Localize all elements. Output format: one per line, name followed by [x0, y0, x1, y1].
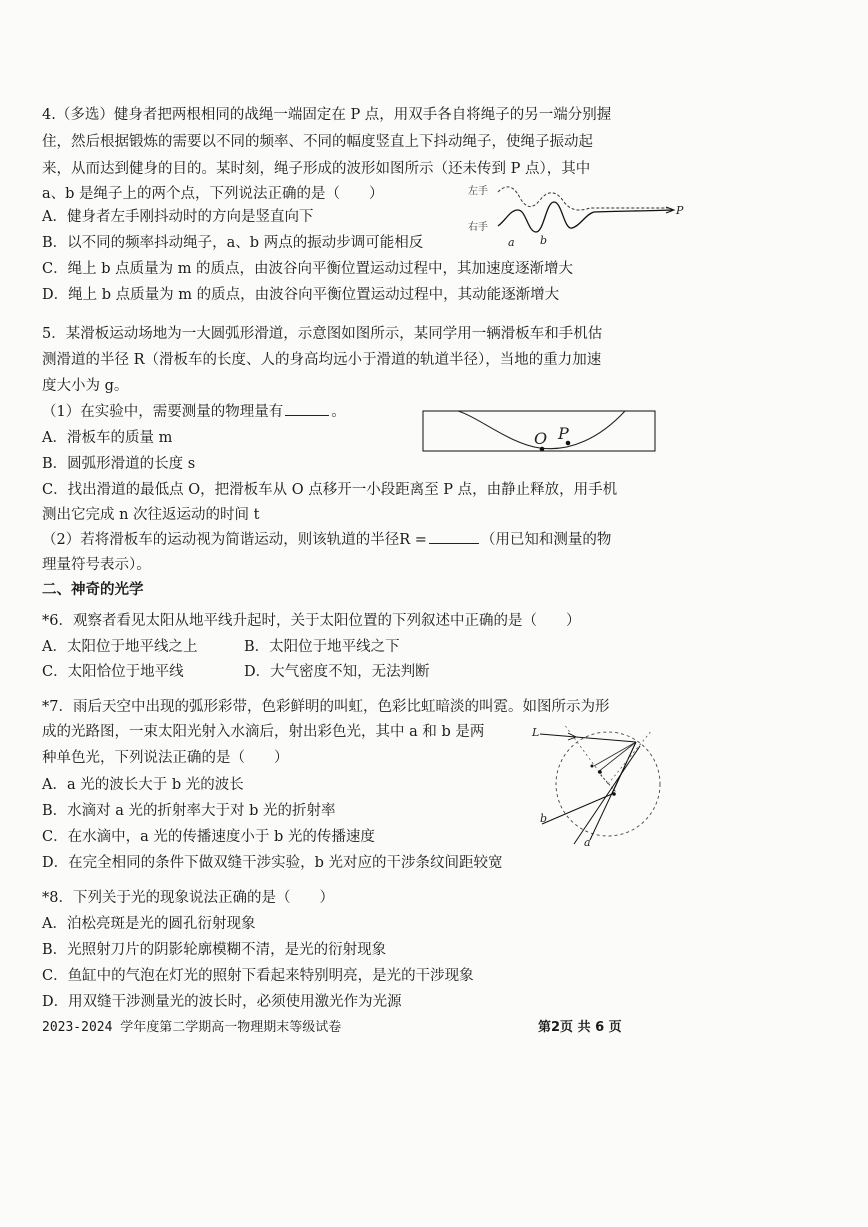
q7-option-c: C．在水滴中，a 光的传播速度小于 b 光的传播速度 — [42, 829, 375, 845]
q4-stem-line4: a、b 是绳子上的两个点，下列说法正确的是（ ） — [42, 186, 384, 202]
q6-stem: *6．观察者看见太阳从地平线升起时，关于太阳位置的下列叙述中正确的是（ ） — [42, 613, 581, 629]
q7-stem-line3: 种单色光，下列说法正确的是（ ） — [42, 750, 289, 766]
q5-stem-line3: 度大小为 g。 — [42, 378, 129, 394]
q5-sub2-line2: 理量符号表示）。 — [42, 557, 151, 573]
q7-fig-sunlight-label: L — [532, 726, 540, 739]
q4-option-c: C．绳上 b 点质量为 m 的质点，由波谷向平衡位置运动过程中，其加速度逐渐增大 — [42, 261, 574, 277]
q5-option-c-line2: 测出它完成 n 次往返运动的时间 t — [42, 507, 260, 523]
q5-sub1-text: （1）在实验中，需要测量的物理量有 — [42, 404, 284, 420]
q7-option-b: B．水滴对 a 光的折射率大于对 b 光的折射率 — [42, 803, 336, 819]
q5-stem-line1: 5．某滑板运动场地为一大圆弧形滑道，示意图如图所示，某同学用一辆滑板车和手机估 — [42, 326, 603, 342]
q4-fig-point-a-label: a — [508, 236, 515, 249]
q6-option-d: D．大气密度不知，无法判断 — [244, 664, 430, 680]
q4-stem-line3: 来，从而达到健身的目的。某时刻，绳子形成的波形如图所示（还未传到 P 点），其中 — [42, 161, 591, 177]
q4-option-b: B．以不同的频率抖动绳子，a、b 两点的振动步调可能相反 — [42, 235, 424, 251]
q5-sub1-period: 。 — [331, 404, 346, 420]
q4-fig-point-p-label: P — [676, 204, 684, 217]
q7-option-d: D．在完全相同的条件下做双缝干涉实验，b 光对应的干涉条纹间距较宽 — [42, 855, 503, 871]
q5-option-b: B．圆弧形滑道的长度 s — [42, 456, 196, 472]
q7-fig-ray-b-label: b — [540, 812, 548, 825]
q7-fig-ray-a-label: a — [584, 836, 591, 849]
footer-exam-title: 2023-2024 学年度第二学期高一物理期末等级试卷 — [42, 1020, 342, 1035]
q8-stem: *8．下列关于光的现象说法正确的是（ ） — [42, 890, 334, 906]
q6-option-b: B．太阳位于地平线之下 — [244, 639, 400, 655]
q4-option-d: D．绳上 b 点质量为 m 的质点，由波谷向平衡位置运动过程中，其动能逐渐增大 — [42, 287, 560, 303]
q4-rope-wave-figure — [460, 180, 690, 250]
q5-subquestion-1 — [42, 402, 346, 422]
q4-stem-line2: 住，然后根据锻炼的需要以不同的频率、不同的幅度竖直上下抖动绳子，使绳子振动起 — [42, 134, 593, 150]
q7-stem-line2: 成的光路图，一束太阳光射入水滴后，射出彩色光，其中 a 和 b 是两 — [42, 724, 485, 740]
q4-fig-right-hand-label: 右手 — [468, 222, 488, 233]
q5-fig-point-o-label: O — [534, 429, 548, 448]
q8-option-d: D．用双缝干涉测量光的波长时，必须使用激光作为光源 — [42, 994, 402, 1010]
section-2-title: 二、神奇的光学 — [42, 582, 144, 598]
q6-option-a: A．太阳位于地平线之上 — [42, 639, 198, 655]
q4-stem-line1: 4.（多选）健身者把两根相同的战绳一端固定在 P 点，用双手各自将绳子的另一端分别握 — [42, 107, 612, 123]
q4-option-a: A．健身者左手刚抖动时的方向是竖直向下 — [42, 209, 314, 225]
q5-option-c-line1: C．找出滑道的最低点 O，把滑板车从 O 点移开一小段距离至 P 点，由静止释放，用手机 — [42, 482, 618, 498]
q5-option-a: A．滑板车的质量 m — [42, 430, 173, 446]
q7-option-a: A．a 光的波长大于 b 光的波长 — [42, 777, 244, 793]
q5-fig-point-p-label: P — [558, 424, 569, 443]
q5-sub2-tail: （用已知和测量的物 — [480, 532, 612, 548]
footer-page-number: 第2页 共 6 页 — [538, 1020, 622, 1035]
q5-stem-line2: 测滑道的半径 R（滑板车的长度、人的身高均远小于滑道的轨道半径），当地的重力加速 — [42, 352, 602, 368]
q5-sub1-blank[interactable] — [285, 403, 329, 416]
q5-sub2-blank[interactable] — [429, 531, 479, 544]
q7-stem-line1: *7．雨后天空中出现的弧形彩带，色彩鲜明的叫虹，色彩比虹暗淡的叫霓。如图所示为形 — [42, 699, 610, 715]
q4-fig-point-b-label: b — [540, 234, 548, 247]
q7-raindrop-figure — [528, 722, 668, 852]
q5-sub2-text: （2）若将滑板车的运动视为简谐运动，则该轨道的半径R = — [42, 532, 427, 548]
q5-halfpipe-figure — [420, 408, 660, 454]
q8-option-c: C．鱼缸中的气泡在灯光的照射下看起来特别明亮，是光的干涉现象 — [42, 968, 474, 984]
q6-option-c: C．太阳恰位于地平线 — [42, 664, 184, 680]
q4-fig-left-hand-label: 左手 — [468, 186, 488, 197]
q8-option-b: B．光照射刀片的阴影轮廓模糊不清，是光的衍射现象 — [42, 942, 387, 958]
q5-subquestion-2 — [42, 530, 611, 550]
q8-option-a: A．泊松亮斑是光的圆孔衍射现象 — [42, 916, 256, 932]
